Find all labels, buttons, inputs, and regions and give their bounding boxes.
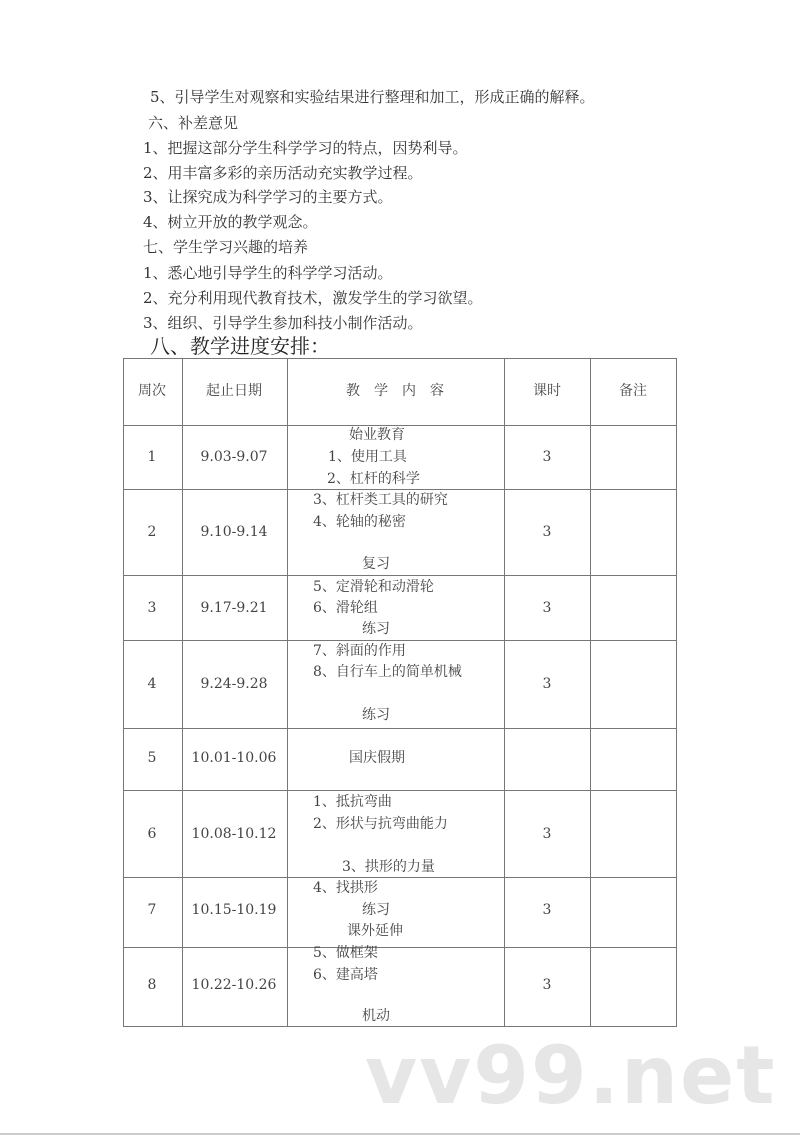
cell-content-line: 5、定滑轮和动滑轮 bbox=[313, 579, 434, 595]
header-notes: 备注 bbox=[619, 383, 647, 399]
cell-week: 3 bbox=[147, 600, 157, 616]
section-heading: 七、学生学习兴趣的培养 bbox=[143, 238, 309, 256]
header-content: 教 学 内 容 bbox=[346, 383, 444, 399]
text-line: 2、充分利用现代教育技术，激发学生的学习欲望。 bbox=[143, 289, 483, 307]
cell-dates: 10.08-10.12 bbox=[191, 826, 277, 842]
section-heading: 六、补差意见 bbox=[148, 114, 239, 132]
cell-week: 5 bbox=[147, 750, 157, 766]
cell-week: 1 bbox=[147, 449, 157, 465]
row-divider bbox=[123, 790, 677, 791]
cell-content-line: 6、建高塔 bbox=[313, 967, 378, 983]
cell-dates: 10.01-10.06 bbox=[191, 750, 277, 766]
cell-content-line: 课外延伸 bbox=[347, 923, 403, 939]
cell-content-line: 国庆假期 bbox=[349, 750, 405, 766]
cell-dates: 10.15-10.19 bbox=[191, 902, 277, 918]
cell-dates: 9.24-9.28 bbox=[200, 676, 268, 692]
column-divider bbox=[287, 358, 288, 1027]
cell-content-line: 4、找拱形 bbox=[313, 880, 378, 896]
row-divider bbox=[123, 947, 677, 948]
column-divider bbox=[182, 358, 183, 1027]
cell-content-line: 2、形状与抗弯曲能力 bbox=[313, 816, 448, 832]
watermark: vv99.net bbox=[365, 1029, 777, 1122]
cell-content-line: 2、杠杆的科学 bbox=[327, 471, 420, 487]
cell-content-line: 复习 bbox=[362, 556, 390, 572]
cell-content-line: 始业教育 bbox=[349, 427, 405, 443]
row-divider bbox=[123, 575, 677, 576]
header-week: 周次 bbox=[138, 383, 166, 399]
cell-content-line: 3、杠杆类工具的研究 bbox=[313, 492, 448, 508]
cell-dates: 9.17-9.21 bbox=[200, 600, 268, 616]
text-line: 3、让探究成为科学学习的主要方式。 bbox=[143, 188, 393, 206]
cell-hours: 3 bbox=[542, 977, 552, 993]
text-line: 5、引导学生对观察和实验结果进行整理和加工，形成正确的解释。 bbox=[150, 88, 595, 106]
row-divider bbox=[123, 489, 677, 490]
cell-dates: 9.10-9.14 bbox=[200, 524, 268, 540]
cell-week: 7 bbox=[147, 902, 157, 918]
cell-content-line: 4、轮轴的秘密 bbox=[313, 514, 406, 530]
cell-hours: 3 bbox=[542, 902, 552, 918]
cell-week: 6 bbox=[147, 826, 157, 842]
text-line: 1、把握这部分学生科学学习的特点，因势利导。 bbox=[143, 139, 468, 157]
cell-week: 2 bbox=[147, 524, 157, 540]
text-line: 4、树立开放的教学观念。 bbox=[143, 213, 318, 231]
cell-dates: 9.03-9.07 bbox=[200, 449, 268, 465]
cell-hours: 3 bbox=[542, 676, 552, 692]
column-divider bbox=[590, 358, 591, 1027]
cell-content-line: 5、做框架 bbox=[313, 945, 378, 961]
row-divider bbox=[123, 640, 677, 641]
cell-content-line: 3、拱形的力量 bbox=[342, 859, 435, 875]
cell-content-line: 练习 bbox=[362, 621, 390, 637]
cell-content-line: 6、滑轮组 bbox=[313, 600, 378, 616]
cell-hours: 3 bbox=[542, 449, 552, 465]
cell-week: 4 bbox=[147, 676, 157, 692]
cell-content-line: 7、斜面的作用 bbox=[313, 643, 406, 659]
cell-content-line: 8、自行车上的简单机械 bbox=[313, 664, 462, 680]
cell-hours: 3 bbox=[542, 600, 552, 616]
cell-dates: 10.22-10.26 bbox=[191, 977, 277, 993]
page-bottom-edge bbox=[0, 1133, 800, 1135]
header-hours: 课时 bbox=[533, 383, 561, 399]
cell-hours: 3 bbox=[542, 524, 552, 540]
cell-content-line: 1、使用工具 bbox=[328, 449, 407, 465]
schedule-heading: 八、教学进度安排： bbox=[150, 334, 330, 358]
cell-hours: 3 bbox=[542, 826, 552, 842]
cell-content-line: 练习 bbox=[362, 707, 390, 723]
column-divider bbox=[504, 358, 505, 1027]
text-line: 2、用丰富多彩的亲历活动充实教学过程。 bbox=[143, 164, 423, 182]
header-dates: 起止日期 bbox=[206, 383, 262, 399]
cell-content-line: 练习 bbox=[362, 902, 390, 918]
row-divider bbox=[123, 728, 677, 729]
text-line: 3、组织、引导学生参加科技小制作活动。 bbox=[143, 314, 423, 332]
cell-week: 8 bbox=[147, 977, 157, 993]
cell-content-line: 机动 bbox=[362, 1008, 390, 1024]
row-divider bbox=[123, 877, 677, 878]
text-line: 1、悉心地引导学生的科学学习活动。 bbox=[143, 264, 393, 282]
cell-content-line: 1、抵抗弯曲 bbox=[313, 794, 392, 810]
